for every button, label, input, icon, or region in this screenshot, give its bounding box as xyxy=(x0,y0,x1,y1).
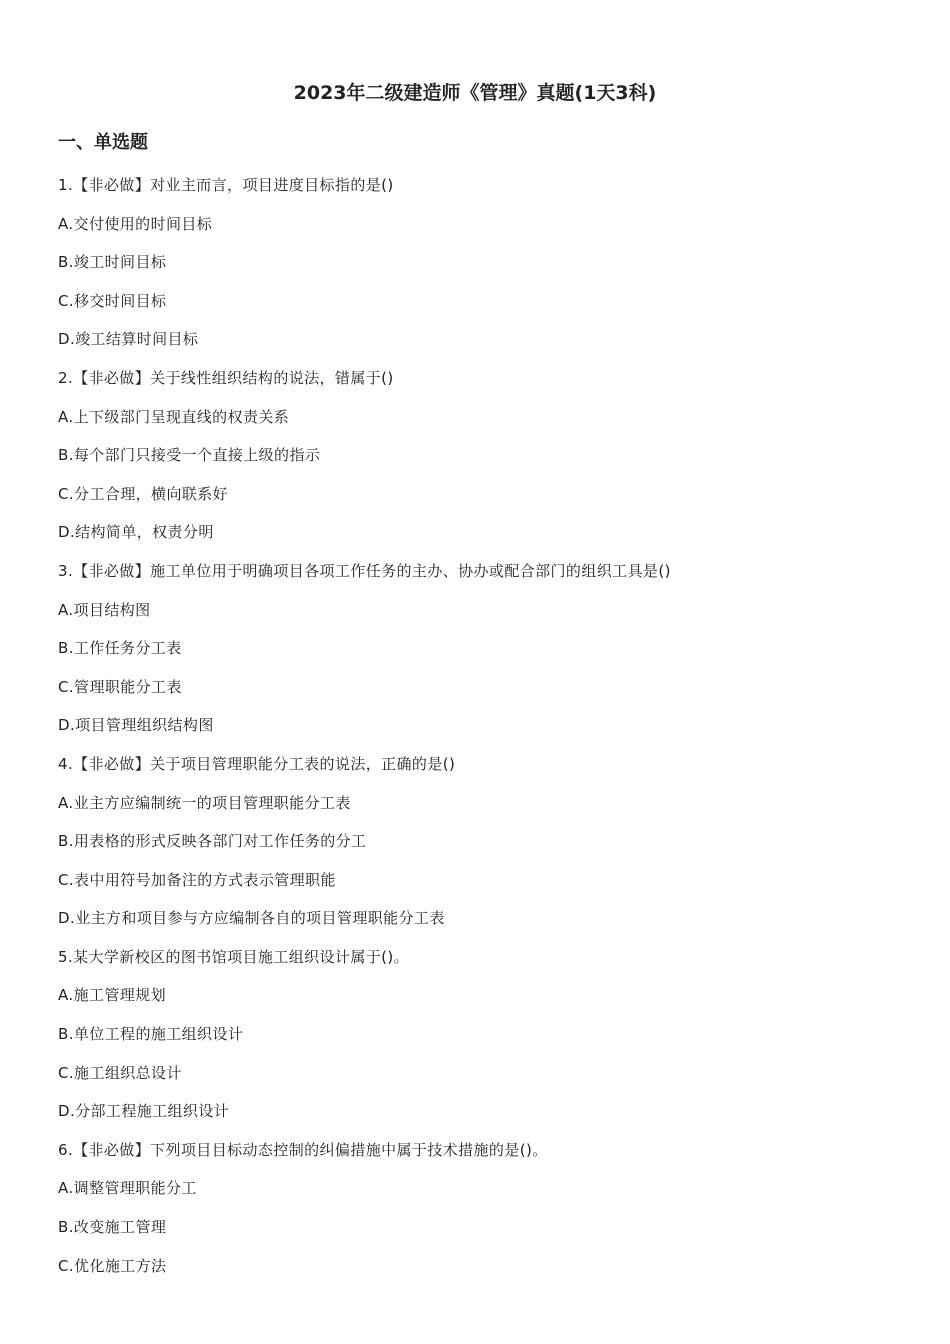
question-2-option-b: B.每个部门只接受一个直接上级的指示 xyxy=(58,446,321,465)
section-heading: 一、单选题 xyxy=(58,132,148,153)
question-6-option-c: C.优化施工方法 xyxy=(58,1256,167,1275)
question-3-option-a: A.项目结构图 xyxy=(58,600,151,619)
question-5-option-c: C.施工组织总设计 xyxy=(58,1063,182,1082)
question-list xyxy=(58,173,908,1292)
question-1-text: 1.【非必做】对业主而言，项目进度目标指的是() xyxy=(58,176,394,194)
question-1-option-a: A.交付使用的时间目标 xyxy=(58,214,213,233)
question-6-option-a: A.调整管理职能分工 xyxy=(58,1179,197,1198)
question-3-option-b: B.工作任务分工表 xyxy=(58,639,182,658)
question-4-option-c: C.表中用符号加备注的方式表示管理职能 xyxy=(58,870,336,889)
question-2-option-a: A.上下级部门呈现直线的权责关系 xyxy=(58,407,290,426)
question-6-option-b: B.改变施工管理 xyxy=(58,1218,167,1237)
question-3-option-d: D.项目管理组织结构图 xyxy=(58,716,214,735)
question-3-option-c: C.管理职能分工表 xyxy=(58,677,182,696)
question-2-option-d: D.结构简单，权责分明 xyxy=(58,523,214,542)
question-4-option-d: D.业主方和项目参与方应编制各自的项目管理职能分工表 xyxy=(58,909,445,928)
question-1-option-b: B.竣工时间目标 xyxy=(58,253,167,272)
question-2-option-c: C.分工合理，横向联系好 xyxy=(58,484,229,503)
question-1-option-d: D.竣工结算时间目标 xyxy=(58,330,199,349)
question-5-text: 5.某大学新校区的图书馆项目施工组织设计属于()。 xyxy=(58,947,410,966)
question-4-option-b: B.用表格的形式反映各部门对工作任务的分工 xyxy=(58,832,367,851)
question-4-text: 4.【非必做】关于项目管理职能分工表的说法，正确的是() xyxy=(58,754,456,773)
question-3-text: 3.【非必做】施工单位用于明确项目各项工作任务的主办、协办或配合部门的组织工具是() xyxy=(58,561,671,580)
question-5-option-a: A.施工管理规划 xyxy=(58,986,166,1005)
question-5-option-d: D.分部工程施工组织设计 xyxy=(58,1102,230,1121)
page-title: 2023年二级建造师《管理》真题(1天3科) xyxy=(293,82,657,104)
question-1-option-c: C.移交时间目标 xyxy=(58,291,167,310)
question-6-text: 6.【非必做】下列项目目标动态控制的纠偏措施中属于技术措施的是()。 xyxy=(58,1140,548,1159)
question-2-text: 2.【非必做】关于线性组织结构的说法，错属于() xyxy=(58,368,394,387)
question-4-option-a: A.业主方应编制统一的项目管理职能分工表 xyxy=(58,793,351,812)
question-5-option-b: B.单位工程的施工组织设计 xyxy=(58,1025,244,1044)
